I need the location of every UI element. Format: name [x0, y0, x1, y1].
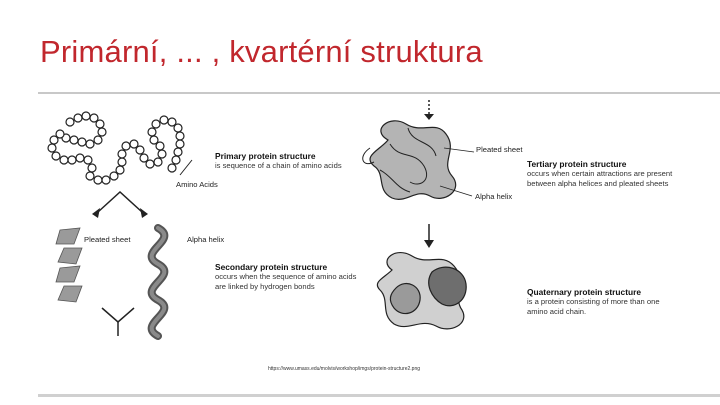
secondary-pleated-sheet-label: Pleated sheet	[84, 235, 131, 244]
primary-structure-heading: Primary protein structure	[215, 151, 316, 161]
tertiary-structure-heading: Tertiary protein structure	[527, 159, 627, 169]
amino-acid-chain-illustration	[48, 112, 184, 184]
slide-title: Primární, ... , kvartérní struktura	[40, 34, 483, 69]
protein-structure-figure	[40, 100, 690, 375]
secondary-structure-heading: Secondary protein structure	[215, 262, 328, 272]
split-arrow	[98, 192, 142, 212]
secondary-structure-desc-line2: are linked by hydrogen bonds	[215, 282, 315, 291]
secondary-structure-desc-line1: occurs when the sequence of amino acids	[215, 272, 357, 281]
tertiary-pleated-sheet-label: Pleated sheet	[476, 145, 523, 154]
amino-acids-callout: Amino Acids	[176, 180, 218, 189]
pleated-sheet-illustration	[56, 228, 82, 302]
title-divider	[38, 92, 720, 94]
tertiary-alpha-helix-label: Alpha helix	[475, 192, 513, 201]
primary-structure-desc: is sequence of a chain of amino acids	[215, 161, 342, 170]
secondary-alpha-helix-label: Alpha helix	[187, 235, 225, 244]
tertiary-fold-illustration	[370, 121, 456, 200]
tertiary-structure-desc-line1: occurs when certain attractions are present	[527, 169, 673, 178]
tertiary-structure-desc-line2: between alpha helices and pleated sheets	[527, 179, 669, 188]
quaternary-fold-illustration	[377, 253, 466, 329]
quaternary-structure-heading: Quaternary protein structure	[527, 287, 642, 297]
quaternary-structure-desc-line1: is a protein consisting of more than one	[527, 297, 660, 306]
bottom-divider	[38, 394, 720, 397]
quaternary-structure-desc-line2: amino acid chain.	[527, 307, 587, 316]
source-url-link[interactable]: https://www.umass.edu/molvis/workshop/imgs/protein-structure2.png	[268, 366, 421, 372]
join-arrow	[102, 308, 134, 322]
